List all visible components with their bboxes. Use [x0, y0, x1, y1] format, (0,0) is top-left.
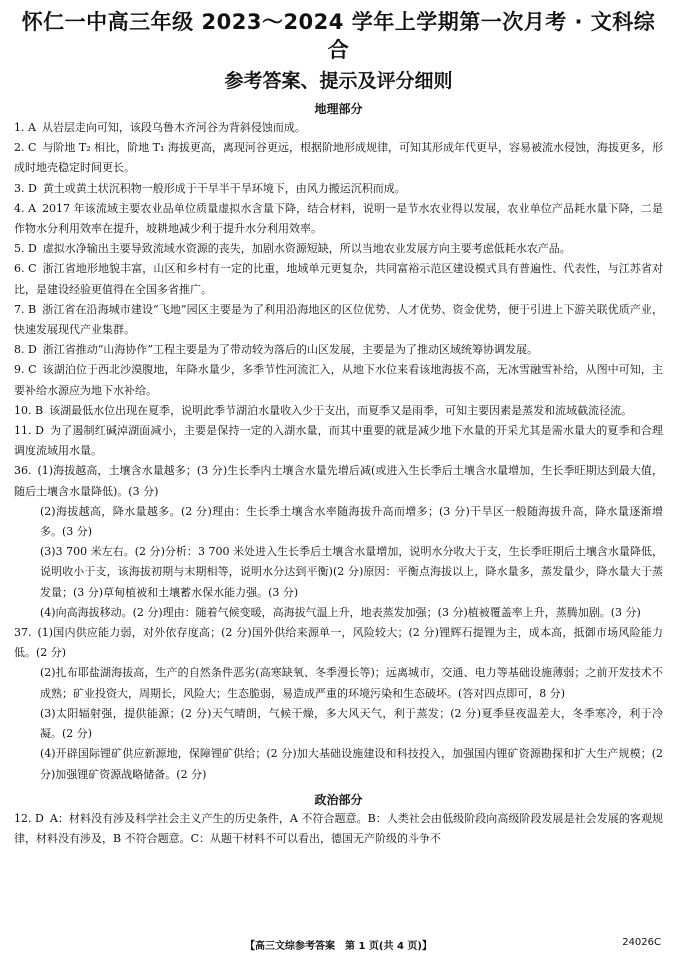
answer-number: 36.: [14, 464, 32, 478]
answer-subpart: (2)海拔越高，降水量越多。(2 分)理由：生长季土壤含水率随海拔升高而增多；(3 分)干旱区一般随海拔升高，降水量逐渐增多。(3 分): [40, 504, 663, 539]
answer-item: [14, 340, 663, 360]
answer-number: 10. B: [14, 403, 44, 417]
geography-section-heading: 地理部分: [314, 102, 363, 116]
answer-subpart: (3)3 700 米左右。(2 分)分析：3 700 米处进入生长季后土壤含水量增加，说明水分收大于支，生长季旺期后土壤含水量降低，说明收小于支，该海拔初期与末期相等，说明水分达到平衡)(2 分)原因：平衡点海拔以上，降水量多，蒸发量少，降水量大于蒸发量；(3 分)草甸植被和土壤蓄水保水能力强。(3 分): [40, 545, 663, 599]
answer-text: 浙江省推动“山海协作”工程主要是为了带动较为落后的山区发展，主要是为了推动区域统筹协调发展。: [42, 343, 539, 357]
answer-subpart: (4)向高海拔移动。(2 分)理由：随着气候变暖，高海拔气温上升，地表蒸发加强；(3 分)植被覆盖率上升，蒸腾加剧。(3 分): [40, 605, 641, 619]
answer-number: 4. A: [14, 201, 37, 215]
footer-page-info: 【高三文综参考答案 第 1 页(共 4 页)】: [245, 941, 432, 952]
politics-answers: [14, 809, 663, 849]
answer-number: 12. D: [14, 811, 44, 825]
answer-subpart: (4)开辟国际锂矿供应新源地，保障锂矿供给；(2 分)加大基础设施建设和科技投入，加强国内锂矿资源勘探和扩大生产规模；(2 分)加强锂矿资源战略储备。(2 分): [40, 747, 663, 781]
answer-number: 8. D: [14, 343, 37, 357]
answer-number: 37.: [14, 626, 32, 640]
answer-item: [14, 401, 663, 421]
answer-item: [14, 360, 663, 400]
answer-item: [14, 421, 663, 461]
answer-text: 浙江省在沿海城市建设“飞地”园区主要是为了利用沿海地区的区位优势、人才优势、资金优势，便于引进上下游关联优质产业，快速发展现代产业集群。: [14, 302, 663, 337]
answer-item: [14, 179, 663, 199]
page-footer: [0, 937, 677, 953]
footer-doc-code: 24026C: [622, 937, 661, 948]
answer-subpart: (1)海拔越高，土壤含水量越多；(3 分)生长季内土壤含水量先增后减(或进入生长季后土壤含水量增加，生长季旺期达到最大值，随后土壤含水量降低)。(3 分): [14, 464, 663, 498]
answer-item: [14, 199, 663, 239]
answer-number: 6. C: [14, 262, 37, 276]
answer-item-36: [14, 461, 663, 501]
answer-text: 与阶地 T₂ 相比，阶地 T₁ 海拔更高，离现河谷更远，根据阶地形成规律，可知其形成年代更早，容易被流水侵蚀，海拔更多，形成时地壳稳定时间更长。: [14, 141, 663, 175]
answer-text: 黄土或黄土状沉积物一般形成于干旱半干旱环境下，由风力搬运沉积而成。: [42, 181, 406, 195]
answer-item-37: [14, 623, 663, 663]
answer-number: 3. D: [14, 181, 37, 195]
answer-text: 浙江省地形地貌丰富，山区和乡村有一定的比重，地域单元更复杂，共同富裕示范区建设模式具有普遍性、代表性，与江苏省对比，是建设经验更值得在全国多省推广。: [14, 262, 663, 296]
answer-text: 从岩层走向可知，该段乌鲁木齐河谷为背斜侵蚀而成。: [41, 121, 306, 134]
answer-item: [14, 259, 663, 299]
politics-section-heading: 政治部分: [314, 792, 363, 807]
answer-subpart: (3)太阳辐射强，提供能源；(2 分)天气晴朗，气候干燥，多大风天气，利于蒸发；(2 分)夏季昼夜温差大，冬季寒冷，利于冷凝。(2 分): [40, 706, 663, 741]
document-title: 怀仁一中高三年级 2023～2024 学年上学期第一次月考 · 文科综合: [21, 10, 656, 62]
geography-answers: [14, 118, 663, 785]
answer-text: 该湖泊位于西北沙漠腹地，年降水量少，多季节性河流汇入，从地下水位来看该地海拔不高，无冰雪融雪补给，从图中可知，主要补给水源应为地下水补给。: [14, 363, 663, 397]
answer-text: 虚拟水净输出主要导致流域水资源的丧失，加剧水资源短缺，所以当地农业发展方向主要考虑低耗水农产品。: [42, 242, 571, 256]
answer-number: 11. D: [14, 424, 44, 438]
answer-subpart: (1)国内供应能力弱，对外依存度高；(2 分)国外供给来源单一，风险较大；(2 分)锂辉石提锂为主，成本高，抵御市场风险能力低。(2 分): [14, 626, 663, 660]
answer-text: 为了遏制红碱淖湖面减小，主要是保持一定的入湖水量，而其中重要的就是减少地下水量的开采尤其是需水量大的夏季和合理调度流域用水量。: [14, 424, 664, 458]
answer-number: 5. D: [14, 242, 37, 256]
answer-item: [14, 138, 663, 178]
answer-text: 该湖最低水位出现在夏季，说明此季节湖泊水量收入少于支出，而夏季又是雨季，可知主要因素是蒸发和流域截流径流。: [49, 403, 633, 417]
answer-text: A：材料没有涉及科学社会主义产生的历史条件，A 不符合题意。B：人类社会由低级阶段向高级阶段发展是社会发展的客观规律，材料没有涉及，B 不符合题意。C：从题干材料不可以看出，德国无产阶级的斗争不: [14, 811, 663, 845]
answer-number: 7. B: [14, 302, 37, 316]
answer-item: [14, 300, 663, 340]
answer-item: [14, 118, 663, 138]
answer-number: 9. C: [14, 363, 37, 377]
answer-item: [14, 809, 663, 849]
answer-number: 2. C: [14, 141, 37, 155]
document-subtitle: 参考答案、提示及评分细则: [224, 70, 453, 92]
answer-item: [14, 239, 663, 259]
answer-text: 2017 年该流域主要农业品单位质量虚拟水含量下降，结合材料，说明一是节水农业得以发展，农业单位产品耗水量下降，二是作物水分利用效率在提升，坡耕地减少利于提升水分利用效率。: [14, 201, 663, 236]
answer-subpart: (2)扎布耶盐湖海拔高，生产的自然条件恶劣(高寒缺氧、冬季漫长等)；远离城市，交通、电力等基础设施薄弱；之前开发技术不成熟；矿业投资大，周期长，风险大；生态脆弱，易造成严重的环境污染和生态破坏。(答对四点即可，8 分): [40, 666, 663, 700]
answer-number: 1. A: [14, 121, 36, 134]
